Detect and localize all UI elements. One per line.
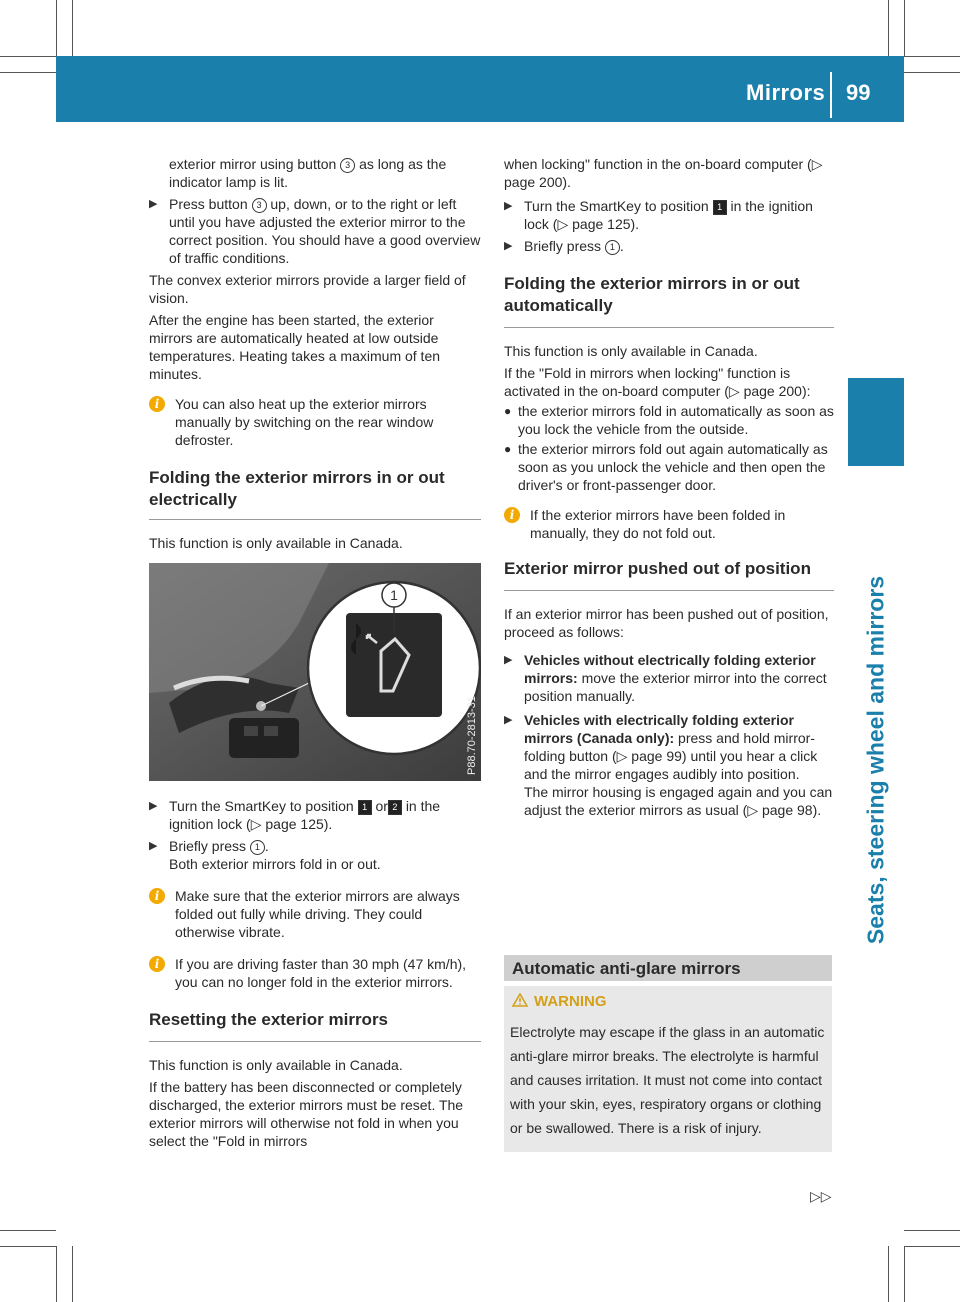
chapter-title: Seats, steering wheel and mirrors <box>862 575 889 945</box>
crop-mark <box>904 1246 960 1247</box>
warning-icon <box>512 993 528 1007</box>
crop-mark <box>904 1246 905 1302</box>
page-title: Mirrors <box>746 80 826 105</box>
page-ref-icon: ▷ <box>747 802 759 818</box>
button-1-marker: 1 <box>250 840 265 855</box>
paragraph: The convex exterior mirrors provide a larger field of vision. <box>149 272 466 306</box>
crop-mark <box>0 1230 56 1231</box>
button-3-marker: 3 <box>340 158 355 173</box>
crop-mark <box>904 56 960 57</box>
bullet-dot: ● <box>504 404 512 418</box>
step-with-folding: ▶ Vehicles with electrically folding exterior mirrors (Canada only): press and hold mirror-folding button (▷ page 99) until you hear a click and the mirror engages audibly into position. The mirror housing is engaged again and you can adjust the exterior mirrors as usual (▷ page 98). <box>504 712 833 818</box>
paragraph: This function is only available in Canada. <box>149 535 403 551</box>
position-1-marker: 1 <box>713 200 727 215</box>
button-1-marker: 1 <box>605 240 620 255</box>
button-3-marker: 3 <box>252 198 267 213</box>
crop-mark <box>904 1230 960 1231</box>
left-column-lower <box>149 797 481 1150</box>
crop-mark <box>888 1246 889 1302</box>
info-icon: i <box>149 956 165 972</box>
info-note: i Make sure that the exterior mirrors are always folded out fully while driving. They could otherwise vibrate. <box>149 887 481 941</box>
paragraph: If an exterior mirror has been pushed out of position, proceed as follows: <box>504 606 829 640</box>
crop-mark <box>56 0 57 56</box>
heading-rule <box>504 590 834 591</box>
heading-pushed-out: Exterior mirror pushed out of position <box>504 559 811 578</box>
position-1-marker: 1 <box>358 800 372 815</box>
crop-mark <box>56 1246 57 1302</box>
step-without-folding: ▶ Vehicles without electrically folding exterior mirrors: move the exterior mirror into the correct position manually. <box>504 652 827 704</box>
step-turn-key: ▶ Turn the SmartKey to position 1 in the ignition lock (▷ page 125). <box>504 198 813 232</box>
step-arrow-icon: ▶ <box>149 840 158 852</box>
step-arrow-icon: ▶ <box>149 198 158 210</box>
step-arrow-icon: ▶ <box>149 800 158 812</box>
warning-text: Electrolyte may escape if the glass in an automatic anti-glare mirror breaks. The electrolyte is harmful and causes irritation. It must not come into contact with your skin, eyes, respiratory organs or clothing or be swallowed. There is a risk of injury. <box>510 1024 825 1136</box>
info-note: i You can also heat up the exterior mirrors manually by switching on the rear window defroster. <box>149 395 481 449</box>
info-icon: i <box>149 888 165 904</box>
chapter-tab <box>848 378 904 466</box>
page-ref-icon: ▷ <box>616 748 628 764</box>
crop-mark <box>904 0 905 56</box>
warning-title: WARNING <box>512 993 607 1010</box>
paragraph: After the engine has been started, the exterior mirrors are automatically heated at low outside temperatures. Heating takes a maximum of ten minutes. <box>149 312 441 382</box>
page-ref-icon: ▷ <box>811 156 823 172</box>
crop-mark <box>0 72 56 73</box>
heading-rule <box>504 327 834 328</box>
paragraph: If the battery has been disconnected or completely discharged, the exterior mirrors must be reset. The exterior mirrors will otherwise not fold in when you select the "Fold in mirrors <box>149 1079 464 1149</box>
info-icon: i <box>504 507 520 523</box>
info-icon: i <box>149 396 165 412</box>
step-arrow-icon: ▶ <box>504 200 513 212</box>
continue-arrows-icon: ▷▷ <box>810 1188 832 1204</box>
paragraph: If the "Fold in mirrors when locking" function is activated in the on-board computer (▷ page 200): <box>504 365 811 399</box>
page-ref-icon: ▷ <box>557 216 569 232</box>
heading-rule <box>149 519 481 520</box>
heading-fold-electrically: Folding the exterior mirrors in or out electrically <box>149 468 445 509</box>
figure-callout-1: 1 <box>390 587 398 603</box>
list-item: ● the exterior mirrors fold out again automatically as soon as you unlock the vehicle and then open the driver's or front-passenger door. <box>504 441 828 493</box>
figure-code: P88.70-2813-31 <box>466 696 478 775</box>
heading-reset: Resetting the exterior mirrors <box>149 1010 389 1029</box>
right-column <box>504 155 834 819</box>
step-briefly-press: ▶ Briefly press 1 . Both exterior mirrors fold in or out. <box>149 838 381 872</box>
paragraph: This function is only available in Canada. <box>504 343 758 359</box>
info-note: i If the exterior mirrors have been folded in manually, they do not fold out. <box>504 506 834 542</box>
step-briefly-press: ▶ Briefly press 1 . <box>504 238 624 254</box>
crop-mark <box>904 72 960 73</box>
crop-mark <box>0 1246 56 1247</box>
left-column <box>149 155 481 552</box>
page-number: 99 <box>846 80 871 105</box>
info-note: i If you are driving faster than 30 mph (47 km/h), you can no longer fold in the exterior mirrors. <box>149 955 481 991</box>
list-item: ● the exterior mirrors fold in automatically as soon as you lock the vehicle from the outside. <box>504 403 834 437</box>
header-divider <box>830 72 832 118</box>
step-press-button: ▶ Press button 3 up, down, or to the right or left until you have adjusted the exterior mirror to the correct position. You should have a good overview of traffic conditions. <box>149 196 481 266</box>
crop-mark <box>72 0 73 56</box>
crop-mark <box>888 0 889 56</box>
paragraph: This function is only available in Canada. <box>149 1057 403 1073</box>
heading-rule <box>149 1041 481 1042</box>
position-2-marker: 2 <box>388 800 402 815</box>
continued-step: exterior mirror using button 3 as long as the indicator lamp is lit. <box>169 156 447 190</box>
step-arrow-icon: ▶ <box>504 654 513 666</box>
step-arrow-icon: ▶ <box>504 240 513 252</box>
page-ref-icon: ▷ <box>250 816 262 832</box>
step-arrow-icon: ▶ <box>504 714 513 726</box>
door-panel-figure <box>149 563 481 781</box>
page-ref-icon: ▷ <box>728 383 740 399</box>
bullet-dot: ● <box>504 442 512 456</box>
step-turn-key: ▶ Turn the SmartKey to position 1 or 2 in the ignition lock (▷ page 125). <box>149 798 441 832</box>
crop-mark <box>72 1246 73 1302</box>
continued-paragraph: when locking" function in the on-board computer (▷ page 200). <box>504 156 823 190</box>
heading-fold-automatically: Folding the exterior mirrors in or out automatically <box>504 274 800 315</box>
section-title: Automatic anti-glare mirrors <box>512 959 741 978</box>
crop-mark <box>0 56 56 57</box>
